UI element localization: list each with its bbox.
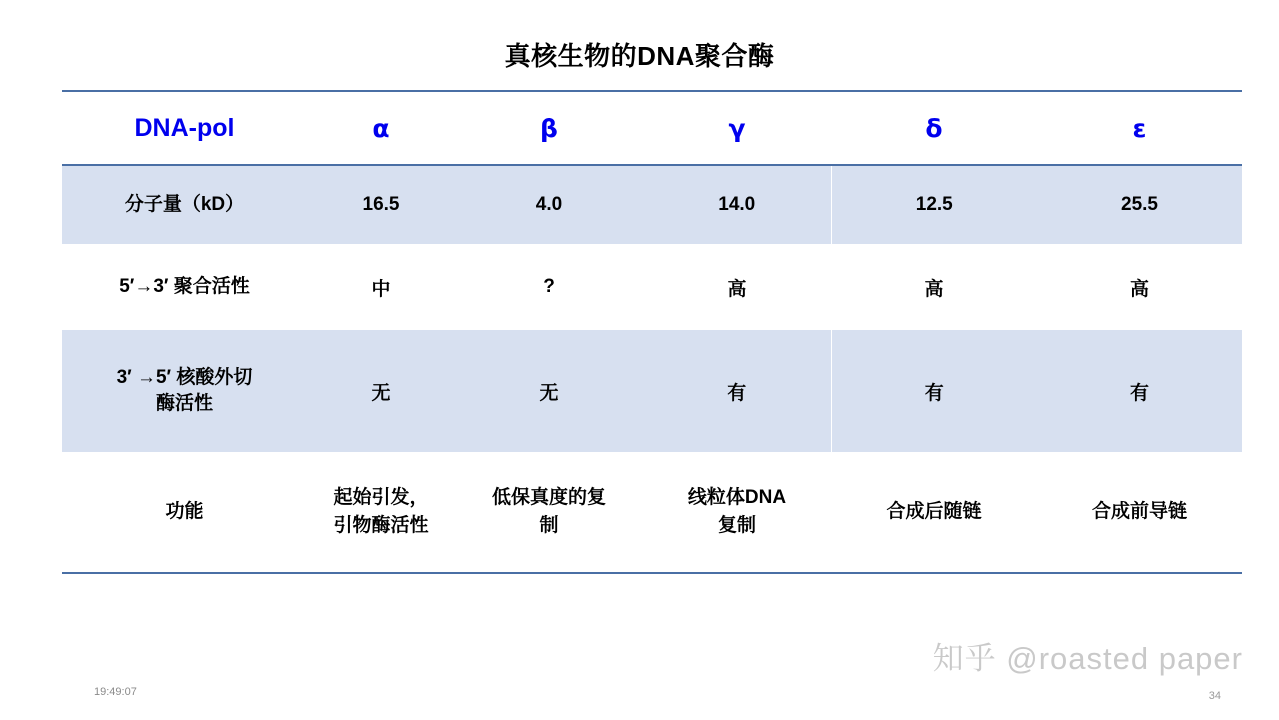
cell-exo-epsilon: 有 (1129, 382, 1149, 404)
table-row (62, 330, 1242, 452)
header-col-gamma: γ (643, 91, 831, 165)
cell-fn-beta-line-2: 制 (539, 515, 559, 536)
cell-fn-gamma-line-2: 复制 (717, 515, 756, 536)
header-col-delta: δ (831, 91, 1037, 165)
cell-fn-beta-line-1: 低保真度的复 (491, 487, 606, 509)
watermark-text: 知乎 @roasted paper (932, 641, 1243, 676)
cell-exo-delta: 有 (924, 382, 944, 404)
cell-mw-alpha: 16.5 (362, 194, 400, 215)
cell-exo-beta: 无 (539, 382, 559, 404)
table-header-row (62, 91, 1242, 165)
cell-exo-alpha: 无 (371, 382, 391, 404)
page-title: 真核生物的DNA聚合酶 (504, 41, 775, 71)
cell-pol-epsilon: 高 (1129, 278, 1149, 300)
cell-fn-beta (455, 452, 643, 573)
cell-fn-gamma (643, 452, 831, 573)
cell-pol-delta: 高 (924, 278, 944, 300)
timestamp: 19:49:07 (94, 686, 137, 698)
cell-fn-gamma-line-1: 线粒体DNA (687, 487, 787, 509)
cell-pol-beta: ? (543, 276, 555, 297)
row-label-exonuclease-activity (62, 330, 307, 452)
header-col-beta: β (455, 91, 643, 165)
watermark (933, 633, 1243, 678)
table-row (62, 452, 1242, 573)
row-label-molecular-weight: 分子量（kD） (124, 194, 245, 216)
cell-fn-delta: 合成后随链 (831, 452, 1037, 573)
table-row (62, 244, 1242, 330)
cell-fn-alpha-line-1: 起始引发， (333, 487, 429, 509)
row-label-polymerase-activity: 5′→3′ 聚合活性 (119, 276, 250, 298)
polymerase-table (62, 90, 1242, 574)
row-label-line-2: 酶活性 (155, 393, 213, 414)
cell-pol-gamma: 高 (727, 278, 747, 300)
table-row (62, 165, 1242, 244)
cell-mw-beta: 4.0 (535, 194, 563, 215)
page-number: 34 (1208, 690, 1221, 702)
row-label-line-1: 3′ →5′ 核酸外切 (116, 367, 253, 389)
header-col-epsilon: ε (1037, 91, 1242, 165)
header-col-alpha: α (307, 91, 455, 165)
cell-mw-delta: 12.5 (915, 194, 953, 215)
cell-mw-epsilon: 25.5 (1121, 194, 1158, 215)
header-label: DNA-pol (62, 91, 307, 165)
cell-pol-alpha: 中 (371, 278, 391, 300)
cell-exo-gamma: 有 (643, 330, 831, 452)
cell-fn-alpha-line-2: 引物酶活性 (333, 515, 429, 536)
polymerase-table-wrapper (62, 90, 1242, 574)
row-label-function: 功能 (62, 452, 307, 573)
cell-mw-gamma: 14.0 (643, 165, 831, 244)
cell-fn-alpha (307, 452, 455, 573)
cell-fn-epsilon: 合成前导链 (1037, 452, 1242, 573)
